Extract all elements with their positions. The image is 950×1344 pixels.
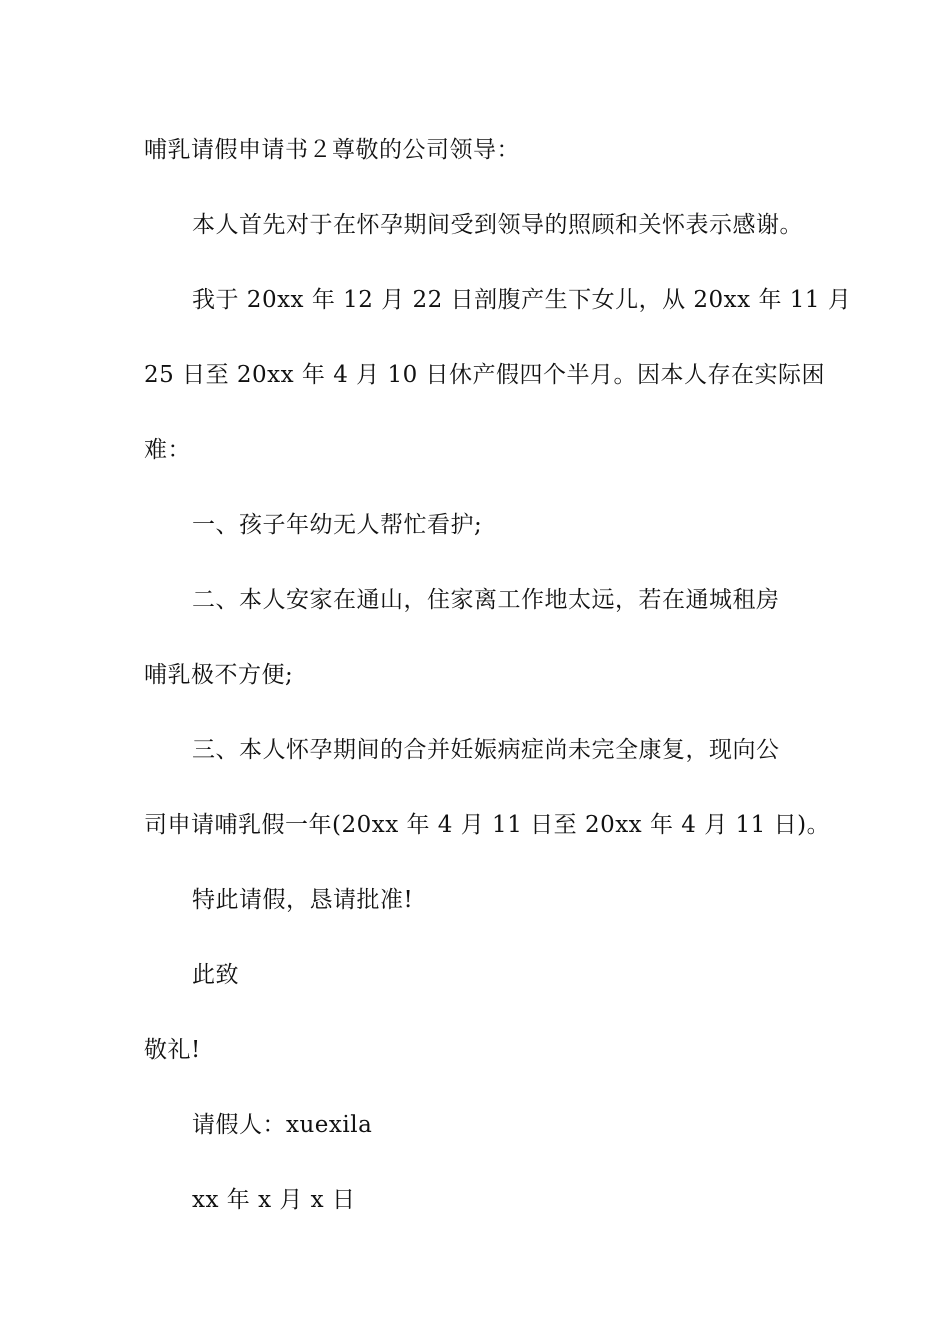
letter-date: xx 年 x 月 x 日 (192, 1187, 356, 1213)
reason-one: 一、孩子年幼无人帮忙看护; (192, 512, 483, 538)
request-approval: 特此请假，恳请批准! (192, 887, 414, 913)
paragraph-thanks: 本人首先对于在怀孕期间受到领导的照顾和关怀表示感谢。 (192, 212, 803, 238)
reason-three-line-2: 司申请哺乳假一年(20xx 年 4 月 11 日至 20xx 年 4 月 11 日)。 (144, 812, 831, 838)
paragraph-birth-line-2: 25 日至 20xx 年 4 月 10 日休产假四个半月。因本人存在实际困 (144, 362, 826, 388)
reason-two-line-1: 二、本人安家在通山，住家离工作地太远，若在通城租房 (192, 587, 780, 613)
reason-three-line-1: 三、本人怀孕期间的合并妊娠病症尚未完全康复，现向公 (192, 737, 780, 763)
letter-heading: 哺乳请假申请书２尊敬的公司领导： (144, 137, 520, 163)
reason-two-line-2: 哺乳极不方便; (144, 662, 294, 688)
applicant-signature: 请假人：xuexila (192, 1112, 373, 1138)
closing-jingli: 敬礼! (144, 1037, 201, 1063)
paragraph-birth-line-3: 难： (144, 437, 191, 463)
closing-cizhi: 此致 (192, 962, 239, 988)
paragraph-birth-line-1: 我于 20xx 年 12 月 22 日剖腹产生下女儿，从 20xx 年 11 月 (192, 287, 852, 313)
